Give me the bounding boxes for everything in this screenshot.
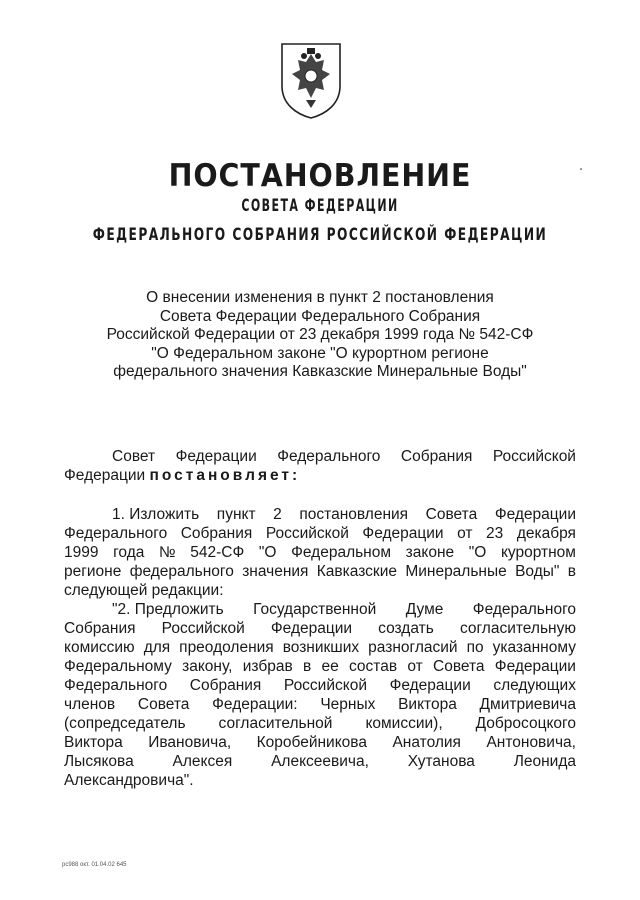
coat-of-arms-icon <box>278 40 344 120</box>
word: Российской <box>492 448 576 465</box>
word: Собрания <box>189 677 262 694</box>
word: года <box>113 544 145 561</box>
word: регионе <box>64 563 122 580</box>
word: Совет <box>112 448 156 465</box>
word: Федерации <box>175 448 257 465</box>
word: Государственной <box>253 601 377 618</box>
word: состав <box>349 658 398 675</box>
justified-line <box>64 714 576 733</box>
word: 542-СФ <box>190 544 245 561</box>
word: значения <box>242 563 309 580</box>
text-line <box>64 466 576 485</box>
word: федерального <box>129 563 234 580</box>
word: (сопредседатель <box>64 715 186 732</box>
word: разногласий <box>368 639 458 656</box>
word: Федерации <box>270 620 353 637</box>
word: Федерации <box>494 658 576 675</box>
word: следующих <box>493 677 576 694</box>
word: Кавказские <box>316 563 397 580</box>
justified-line <box>64 505 576 524</box>
word: 1999 <box>64 544 99 561</box>
word: Собрания <box>64 620 136 637</box>
word: Виктора <box>398 696 457 713</box>
word: Дмитриевича <box>479 696 576 713</box>
justified-line <box>64 543 576 562</box>
word: Черных <box>320 696 376 713</box>
word: Совета <box>433 658 485 675</box>
word: комиссии), <box>365 715 443 732</box>
word: Виктора <box>64 734 123 751</box>
justified-line <box>64 524 576 543</box>
word: комиссию <box>64 639 135 656</box>
word: ее <box>321 658 339 675</box>
subject-line: федерального значения Кавказские Минеральные Воды" <box>113 363 527 380</box>
word: Российской <box>265 525 349 542</box>
word: постановления <box>299 506 409 523</box>
word: "О <box>258 544 277 561</box>
justified-line <box>64 619 576 638</box>
issuer-line-1: СОВЕТА ФЕДЕРАЦИИ <box>241 196 399 216</box>
word: преодоления <box>179 639 274 656</box>
word: Собрания <box>400 448 473 465</box>
word: Российской <box>283 677 367 694</box>
document-subject <box>60 289 580 382</box>
word: Собрания <box>180 525 253 542</box>
justified-line <box>64 600 576 619</box>
justified-line <box>64 562 576 581</box>
word: членов <box>64 696 116 713</box>
word: Лысякова <box>64 753 134 770</box>
word: Минеральные <box>405 563 507 580</box>
justified-line <box>64 752 576 771</box>
word: № <box>159 544 176 561</box>
word: согласительную <box>459 620 576 637</box>
word: по <box>466 639 484 656</box>
word: в <box>302 658 312 675</box>
word: декабря <box>516 525 576 542</box>
subject-line: О внесении изменения в пункт 2 постановления <box>146 289 494 306</box>
word: Думе <box>405 601 444 618</box>
text-line <box>64 771 576 790</box>
word: 2 <box>273 506 282 523</box>
subject-line: "О Федеральном законе "О курортном регионе <box>151 344 489 362</box>
issuer-line-2: ФЕДЕРАЛЬНОГО СОБРАНИЯ РОССИЙСКОЙ ФЕДЕРАЦИИ <box>92 225 548 245</box>
document-type-title: ПОСТАНОВЛЕНИЕ <box>168 158 472 194</box>
justified-line <box>64 638 576 657</box>
justified-line <box>64 695 576 714</box>
word: Алексея <box>172 753 233 770</box>
word: 1. Изложить <box>112 506 200 523</box>
word: Федеральном <box>291 544 392 561</box>
word: Федерального <box>472 601 576 618</box>
word: избрав <box>242 658 293 675</box>
word: от <box>407 658 423 675</box>
word: Александровича". <box>64 772 194 789</box>
word: согласительной <box>218 715 333 732</box>
word: "2. Предложить <box>112 601 224 618</box>
word: Федерации <box>389 677 471 694</box>
word: Федерации <box>64 467 146 484</box>
word: Федерального <box>277 448 381 465</box>
justified-line <box>64 657 576 676</box>
word: закону, <box>182 658 233 675</box>
word: Федерации <box>494 506 576 523</box>
word: курортном <box>500 544 576 561</box>
word: Антоновича, <box>486 734 576 751</box>
word: Совета <box>137 696 190 713</box>
word: Федерации: <box>212 696 298 713</box>
word: следующей редакции: <box>64 582 224 599</box>
word: Федерации <box>362 525 444 542</box>
subject-line: Российской Федерации от 23 декабря 1999 года № 542-СФ <box>106 326 534 343</box>
word: Коробейникова <box>256 734 367 751</box>
word: Ивановича, <box>148 734 232 751</box>
word: Воды" <box>515 563 560 580</box>
intro-paragraph <box>64 447 576 485</box>
word: Анатолия <box>392 734 461 751</box>
item-1-paragraph <box>64 505 576 790</box>
word: возникших <box>282 639 360 656</box>
word: Совета <box>425 506 478 523</box>
text-line <box>64 581 576 600</box>
justified-line <box>64 676 576 695</box>
word: в <box>567 563 576 580</box>
subject-line: Совета Федерации Федерального Собрания <box>159 307 481 325</box>
word: законе <box>405 544 455 561</box>
word: "О <box>468 544 487 561</box>
justified-line <box>64 447 576 466</box>
operative-verb: постановляет: <box>149 467 301 484</box>
word: для <box>143 639 171 656</box>
word: пункт <box>216 506 256 523</box>
word: Федерального <box>64 525 168 542</box>
word: Леонида <box>513 753 576 770</box>
word: Федеральному <box>64 658 172 675</box>
word: Добросоцкого <box>475 715 576 732</box>
word: создать <box>378 620 434 637</box>
word: указанному <box>492 639 576 656</box>
word: Российской <box>161 620 245 637</box>
print-mark: рс988 окт. 01.04.02 645 <box>62 862 127 868</box>
word: Хутанова <box>407 753 475 770</box>
word: Алексеевича, <box>271 753 369 770</box>
justified-line <box>64 733 576 752</box>
word: от <box>457 525 473 542</box>
word: Федерального <box>64 677 168 694</box>
word: 23 <box>486 525 504 542</box>
